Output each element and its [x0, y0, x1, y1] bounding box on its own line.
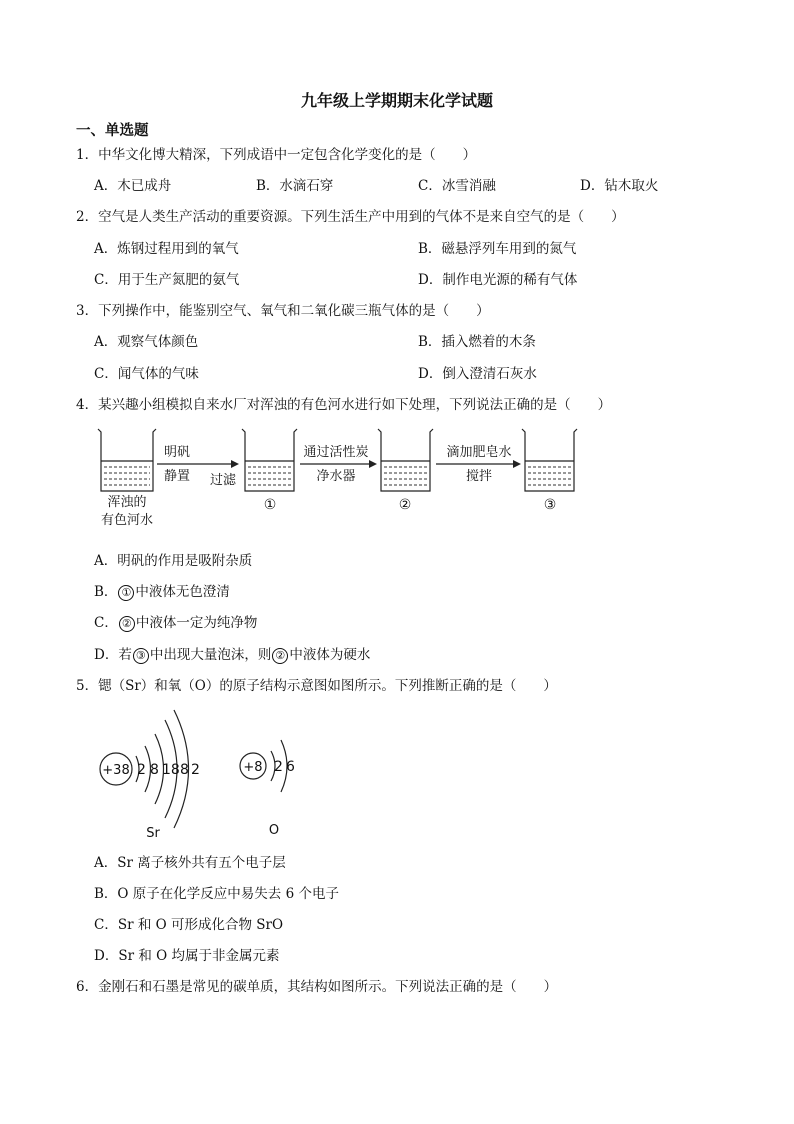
option-c-text: 中液体一定为纯净物 [135, 615, 258, 631]
circled-number-3: ③ [133, 648, 149, 664]
question-2-option-c: C．用于生产氮肥的氨气 [94, 272, 240, 288]
circled-number-1: ① [118, 585, 134, 601]
option-d-middle: 中出现大量泡沫，则 [149, 647, 272, 663]
question-4-stem: 4．某兴趣小组模拟自来水厂对浑浊的有色河水进行如下处理，下列说法正确的是（ ） [76, 397, 612, 413]
option-d-prefix: D．若 [94, 647, 132, 663]
question-2-option-a: A．炼钢过程用到的氧气 [94, 241, 239, 257]
o-shell-1: 2 [274, 759, 283, 775]
beaker-marker-1: ① [263, 497, 277, 513]
step-1-label-a: 明矾 [163, 445, 191, 460]
source-water-label-2: 有色河水 [100, 513, 154, 528]
question-3-option-d: D．倒入澄清石灰水 [418, 366, 537, 382]
atomic-structure-diagram [90, 700, 320, 840]
sr-label: Sr [146, 826, 160, 840]
question-2-stem: 2．空气是人类生产活动的重要资源。下列生活生产中用到的气体不是来自空气的是（ ） [76, 209, 625, 225]
circled-number-2: ② [119, 616, 135, 632]
step-1-label-b: 静置 [163, 469, 191, 484]
sr-shell-5: 2 [191, 762, 200, 778]
step-3-label-a: 滴加肥皂水 [446, 445, 512, 460]
question-4-option-a: A．明矾的作用是吸附杂质 [94, 553, 253, 569]
question-3-option-c: C．闻气体的气味 [94, 366, 199, 382]
sr-nucleus-charge: +38 [102, 763, 130, 778]
o-label: O [268, 823, 280, 838]
question-4-option-c [94, 615, 257, 632]
question-5-option-b: B．O 原子在化学反应中易失去 6 个电子 [94, 886, 339, 902]
o-shell-2: 6 [286, 759, 295, 775]
page-title: 九年级上学期期末化学试题 [300, 91, 493, 110]
question-3-option-b: B．插入燃着的木条 [418, 334, 536, 350]
question-1-stem: 1．中华文化博大精深，下列成语中一定包含化学变化的是（ ） [76, 147, 477, 163]
sr-shell-3: 18 [162, 762, 180, 778]
question-1-option-d: D．钻木取火 [580, 178, 659, 194]
option-b-text: 中液体无色澄清 [135, 584, 230, 600]
step-3-label-b: 搅拌 [465, 469, 493, 484]
option-b-prefix: B． [94, 584, 118, 600]
question-6-stem: 6．金刚石和石墨是常见的碳单质，其结构如图所示。下列说法正确的是（ ） [76, 979, 558, 995]
question-4-option-d [94, 647, 370, 664]
question-1-option-b: B．水滴石穿 [256, 178, 334, 194]
question-4-option-b [94, 584, 230, 601]
question-5-option-a: A．Sr 离子核外共有五个电子层 [94, 855, 286, 871]
o-nucleus-charge: +8 [243, 760, 263, 775]
step-2-label-b: 净水器 [316, 469, 356, 484]
question-1-option-c: C．冰雪消融 [418, 178, 496, 194]
step-2-label-a: 通过活性炭 [303, 445, 369, 460]
circled-number-2: ② [272, 648, 288, 664]
sr-shell-1: 2 [137, 762, 146, 778]
step-1-label-c: 过滤 [209, 473, 237, 488]
sr-shell-2: 8 [150, 762, 159, 778]
option-d-text: 中液体为硬水 [289, 647, 371, 663]
beaker-marker-3: ③ [543, 497, 557, 513]
question-3-option-a: A．观察气体颜色 [94, 334, 199, 350]
question-5-option-c: C．Sr 和 O 可形成化合物 SrO [94, 917, 284, 933]
sr-shell-4: 8 [180, 762, 189, 778]
water-treatment-diagram [80, 420, 580, 535]
option-c-prefix: C． [94, 615, 118, 631]
question-3-stem: 3．下列操作中，能鉴别空气、氧气和二氧化碳三瓶气体的是（ ） [76, 303, 490, 319]
source-water-label-1: 浑浊的 [107, 495, 147, 510]
question-1-option-a: A．木已成舟 [94, 178, 172, 194]
beaker-marker-2: ② [398, 497, 412, 513]
section-heading: 一、单选题 [76, 123, 149, 139]
question-5-option-d: D．Sr 和 O 均属于非金属元素 [94, 948, 280, 964]
question-2-option-d: D．制作电光源的稀有气体 [418, 272, 578, 288]
question-2-option-b: B．磁悬浮列车用到的氮气 [418, 241, 577, 257]
question-5-stem: 5．锶（Sr）和氧（O）的原子结构示意图如图所示。下列推断正确的是（ ） [76, 678, 557, 694]
